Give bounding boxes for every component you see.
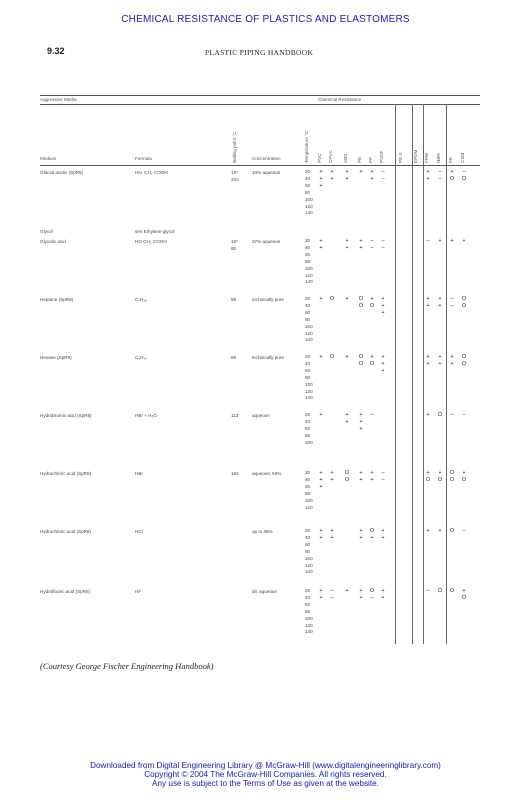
resistance-mark-csm: + O (461, 470, 467, 483)
resistance-mark-pe: + + (359, 528, 363, 541)
resistance-mark-fpm: + + (426, 296, 430, 309)
material-heading-pp: PP (368, 156, 373, 163)
formula-cell: C₇H₁₆ (135, 297, 147, 302)
resistance-mark-pvc: + (319, 296, 323, 302)
concentration-cell: technically pure (252, 297, 284, 302)
material-heading-epdm: EPDM (413, 149, 418, 163)
group-left-heading: Aggressive Media (40, 97, 77, 102)
group-right-heading: Chemical Resistance (318, 97, 362, 102)
resistance-mark-pvc: + + (319, 588, 323, 601)
resistance-mark-pp: + + (370, 470, 374, 483)
col-boiling-heading: Boiling point °C (232, 131, 237, 163)
concentration-cell: 10% aqueous (252, 170, 281, 175)
resistance-mark-csm: – O (461, 169, 467, 182)
resistance-mark-fpm: + (426, 412, 430, 418)
resistance-mark-pp: + O (369, 354, 375, 367)
resistance-mark-pvc: + (319, 354, 323, 360)
resistance-mark-pp: O + (369, 528, 375, 541)
resistance-mark-pe: O O (358, 354, 364, 367)
resistance-mark-pvdf: + + (381, 528, 385, 541)
resistance-mark-cpvc: O (329, 354, 335, 360)
resistance-mark-cpvc: O (329, 296, 335, 302)
material-heading-fpm: FPM (424, 153, 429, 163)
temperature-list: 20 40 60 80 100 120 140 (305, 238, 313, 285)
resistance-mark-iir: + O (449, 169, 455, 182)
resistance-mark-pe: + + (359, 238, 363, 251)
resistance-mark-fpm: – (426, 238, 430, 244)
figure-credit: (Courtesy George Fischer Engineering Handbook) (40, 661, 214, 671)
resistance-mark-fpm: + O (425, 470, 431, 483)
boiling-point-cell: 98 (231, 297, 237, 302)
concentration-cell: aqueous, 50% (252, 471, 282, 476)
resistance-mark-abs: + (345, 354, 349, 360)
table-subhead-rule (40, 104, 480, 105)
resistance-mark-pvdf: + + + (381, 354, 385, 374)
concentration-cell: technically pure (252, 355, 284, 360)
formula-cell: C₆H₁₄ (135, 355, 147, 360)
resistance-mark-pp: – (370, 412, 374, 418)
footer-line-3: Any use is subject to the Terms of Use as given at the website. (152, 779, 379, 788)
concentration-cell: aqueous (252, 413, 270, 418)
column-rule (412, 104, 413, 644)
temperature-list: 20 40 60 80 100 120 140 (305, 528, 313, 575)
formula-cell: HBr + H₂O (135, 413, 157, 418)
concentration-cell: dil. aqueous (252, 589, 277, 594)
material-heading-pe: PE (357, 156, 362, 163)
resistance-mark-cpvc: + + (330, 169, 334, 182)
material-heading-iir: IIR (448, 157, 453, 163)
resistance-mark-nbr: + O (437, 470, 443, 483)
formula-cell: HBr (135, 471, 143, 476)
material-heading-cpvc: CPVC (328, 150, 333, 163)
resistance-mark-fpm: – (426, 588, 430, 594)
material-heading-csm: CSM (460, 152, 465, 163)
resistance-mark-pe: + (359, 169, 363, 175)
col-formula-heading: Formula (135, 156, 152, 161)
medium-cell: Hydrobromic acid (SpR8) (40, 413, 92, 418)
medium-cell: Hydrochloric acid (SpR8) (40, 529, 92, 534)
page-header: CHEMICAL RESISTANCE OF PLASTICS AND ELASTOMERS (121, 14, 410, 25)
boiling-point-cell: 18* 80 (231, 239, 238, 251)
boiling-point-cell: 69 (231, 355, 237, 360)
resistance-mark-iir: O O (449, 470, 455, 483)
resistance-mark-cpvc: + + (330, 528, 334, 541)
resistance-mark-abs: + + (345, 169, 349, 182)
material-heading-pe-x: PE-X (398, 152, 403, 163)
resistance-mark-pp: + O (369, 296, 375, 309)
resistance-mark-csm: O O (461, 296, 467, 309)
resistance-mark-iir: – – (450, 296, 454, 309)
resistance-mark-nbr: + + (438, 296, 442, 309)
resistance-mark-fpm: + + (426, 354, 430, 367)
col-temperature-heading: Temperature °C (304, 130, 309, 163)
resistance-mark-pvdf: + + + (381, 296, 385, 316)
resistance-mark-csm: – (462, 528, 466, 534)
resistance-mark-pe: + + + (359, 412, 363, 432)
temperature-list: 20 40 60 80 100 120 140 (305, 354, 313, 401)
resistance-mark-nbr: O (437, 412, 443, 418)
resistance-mark-pe: + + (359, 588, 363, 601)
column-rule (423, 104, 424, 644)
resistance-mark-nbr: O (437, 588, 443, 594)
column-rule (446, 104, 447, 644)
resistance-mark-pe: O O (358, 296, 364, 309)
resistance-mark-abs: + + (345, 412, 349, 425)
table-header-rule (40, 165, 480, 166)
col-medium-heading: Medium (40, 156, 57, 161)
resistance-mark-pvdf: – – (381, 470, 385, 483)
resistance-mark-csm: – (462, 412, 466, 418)
resistance-mark-pp: + + (370, 169, 374, 182)
formula-cell: see Ethylene glycol (135, 229, 175, 234)
temperature-list: 20 40 60 80 100 (305, 412, 313, 445)
resistance-mark-pvc: + + (319, 238, 323, 251)
resistance-mark-iir: O (449, 528, 455, 534)
resistance-mark-pvdf: – – (381, 169, 385, 182)
temperature-list: 20 40 60 80 100 120 140 (305, 296, 313, 343)
table-top-rule (40, 95, 480, 96)
resistance-mark-pvc: + (319, 412, 323, 418)
medium-cell: Glycol (40, 229, 53, 234)
medium-cell: Glycolic acid (40, 239, 66, 244)
medium-cell: Glacial acetic (SpR8) (40, 170, 84, 175)
resistance-mark-fpm: + + (426, 169, 430, 182)
resistance-mark-iir: – (450, 412, 454, 418)
medium-cell: Heptane (SpR8) (40, 297, 74, 302)
boiling-point-cell: 194 (231, 471, 239, 476)
boiling-point-cell: 18* 232 (231, 170, 239, 182)
resistance-mark-cpvc: – – (330, 588, 334, 601)
resistance-mark-pvdf: – – (381, 238, 385, 251)
column-rule (395, 104, 396, 644)
formula-cell: HN, CH₂ COOH (135, 170, 168, 175)
resistance-mark-pe: + + (359, 470, 363, 483)
resistance-mark-pvdf: + + (381, 588, 385, 601)
concentration-cell: up to 36% (252, 529, 273, 534)
material-heading-pvc: PVC (317, 153, 322, 163)
resistance-mark-abs: + (345, 296, 349, 302)
formula-cell: HO CH₂ COOH (135, 239, 167, 244)
medium-cell: Hydrochloric acid (SpR8) (40, 471, 92, 476)
running-title: PLASTIC PIPING HANDBOOK (205, 48, 314, 57)
resistance-mark-csm: O O (461, 354, 467, 367)
resistance-mark-cpvc: + + (330, 470, 334, 483)
resistance-mark-pvc: + + + (319, 470, 323, 490)
resistance-mark-nbr: + (438, 528, 442, 534)
concentration-cell: 37% aqueous (252, 239, 281, 244)
page-number: 9.32 (47, 46, 65, 56)
resistance-mark-pp: – – (370, 238, 374, 251)
formula-cell: HCl (135, 529, 143, 534)
temperature-list: 20 40 60 80 100 120 140 (305, 588, 313, 635)
resistance-mark-abs: O O (344, 470, 350, 483)
resistance-mark-abs: + (345, 588, 349, 594)
material-heading-pvdf: PVDF (379, 150, 384, 163)
resistance-mark-csm: + O (461, 588, 467, 601)
footer-line-2: Copyright © 2004 The McGraw-Hill Companies. All rights reserved. (144, 770, 387, 779)
resistance-mark-fpm: + (426, 528, 430, 534)
boiling-point-cell: 113 (231, 413, 239, 418)
resistance-mark-iir: + + (450, 354, 454, 367)
resistance-mark-nbr: – – (438, 169, 442, 182)
resistance-mark-abs: + + (345, 238, 349, 251)
resistance-mark-iir: + (450, 238, 454, 244)
resistance-mark-iir: O (449, 588, 455, 594)
resistance-mark-pp: O – (369, 588, 375, 601)
temperature-list: 20 40 60 80 100 120 (305, 470, 313, 510)
medium-cell: Hydrofluoric acid (SpR8) (40, 589, 91, 594)
resistance-mark-pvc: + + (319, 528, 323, 541)
medium-cell: Hexane (SpR8) (40, 355, 72, 360)
footer-line-1: Downloaded from Digital Engineering Library @ McGraw-Hill (www.digitalengineeringlibrary.com) (90, 761, 441, 770)
material-heading-abs: ABS (343, 153, 348, 163)
temperature-list: 20 40 60 80 100 120 140 (305, 169, 313, 216)
resistance-mark-pvc: + + + (319, 169, 323, 189)
resistance-mark-nbr: + + (438, 354, 442, 367)
resistance-mark-nbr: + (438, 238, 442, 244)
material-heading-nbr: NBR (436, 153, 441, 163)
col-concentration-heading: Concentration (252, 156, 281, 161)
formula-cell: HF (135, 589, 142, 594)
resistance-mark-csm: + (462, 238, 466, 244)
